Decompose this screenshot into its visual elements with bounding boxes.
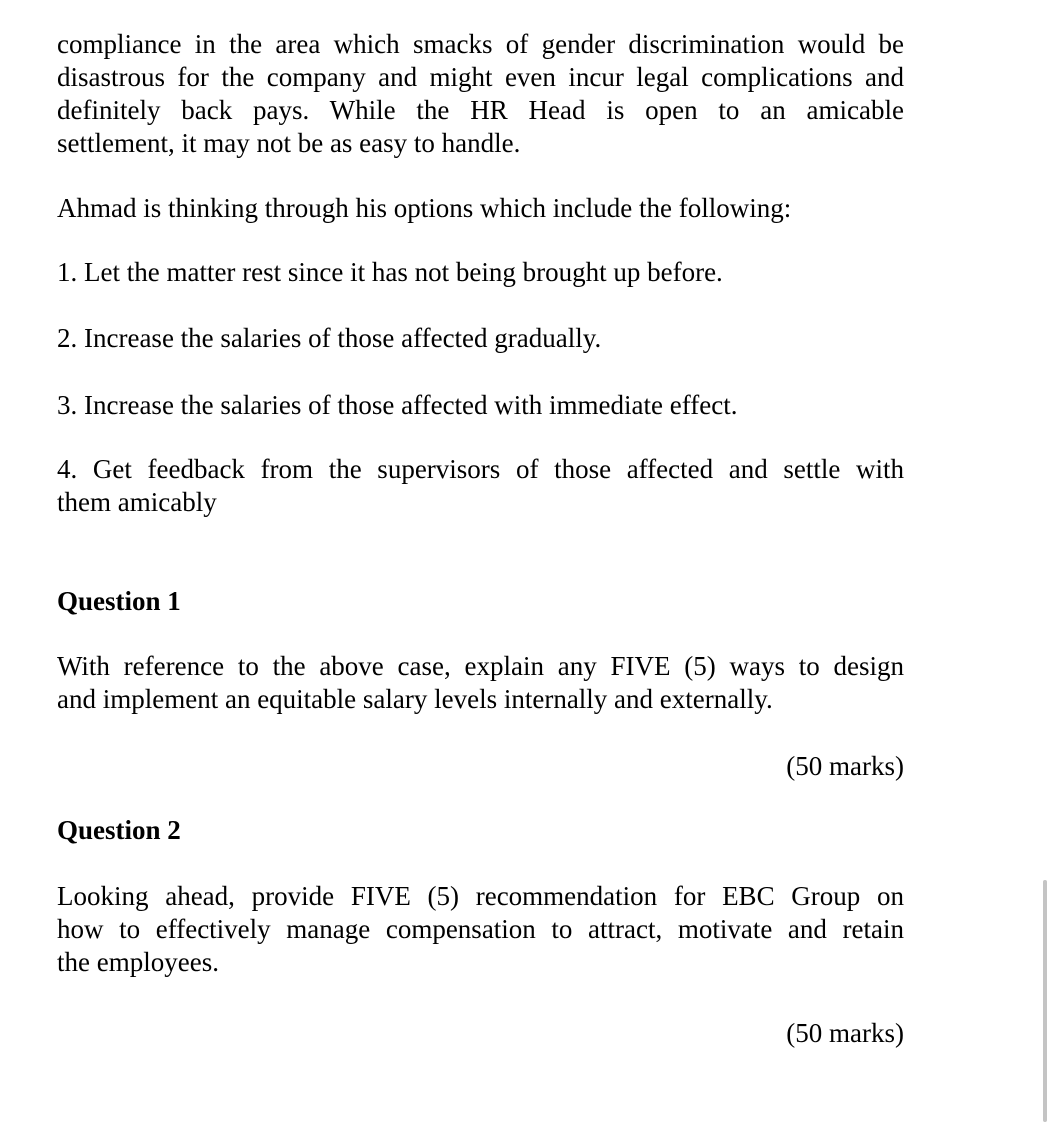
option-item-2: [57, 322, 904, 355]
option-item-1: [57, 256, 904, 289]
option-text: them amicably: [57, 487, 217, 517]
question-2-line: how to effectively manage compensation to attract, motivate and retain: [57, 914, 904, 944]
question-2-heading: Question 2: [57, 815, 181, 845]
question-2-line: Looking ahead, provide FIVE (5) recommendation for EBC Group on: [57, 881, 904, 911]
intro-line: definitely back pays. While the HR Head is open to an amicable: [57, 95, 904, 125]
question-2-line: the employees.: [57, 947, 219, 977]
intro-paragraph: [57, 28, 904, 160]
question-1-heading: Question 1: [57, 586, 181, 616]
option-text: 3. Increase the salaries of those affected with immediate effect.: [57, 390, 738, 420]
intro-line: compliance in the area which smacks of gender discrimination would be: [57, 29, 904, 59]
option-item-3: [57, 389, 904, 422]
option-text: 2. Increase the salaries of those affected gradually.: [57, 323, 602, 353]
options-intro: [57, 192, 904, 225]
option-text: 4. Get feedback from the supervisors of those affected and settle with: [57, 454, 904, 484]
intro-line: disastrous for the company and might even incur legal complications and: [57, 62, 904, 92]
question-1-marks: (50 marks): [786, 751, 904, 781]
question-1-line: and implement an equitable salary levels internally and externally.: [57, 684, 773, 714]
vertical-scrollbar[interactable]: [1043, 880, 1047, 1122]
intro-line: settlement, it may not be as easy to handle.: [57, 128, 521, 158]
option-item-4: [57, 453, 904, 519]
question-2-body: [57, 880, 904, 979]
option-text: 1. Let the matter rest since it has not being brought up before.: [57, 257, 723, 287]
question-2-marks: (50 marks): [786, 1018, 904, 1048]
options-intro-text: Ahmad is thinking through his options which include the following:: [57, 193, 792, 223]
question-1-body: [57, 650, 904, 716]
question-1-line: With reference to the above case, explain any FIVE (5) ways to design: [57, 651, 904, 681]
